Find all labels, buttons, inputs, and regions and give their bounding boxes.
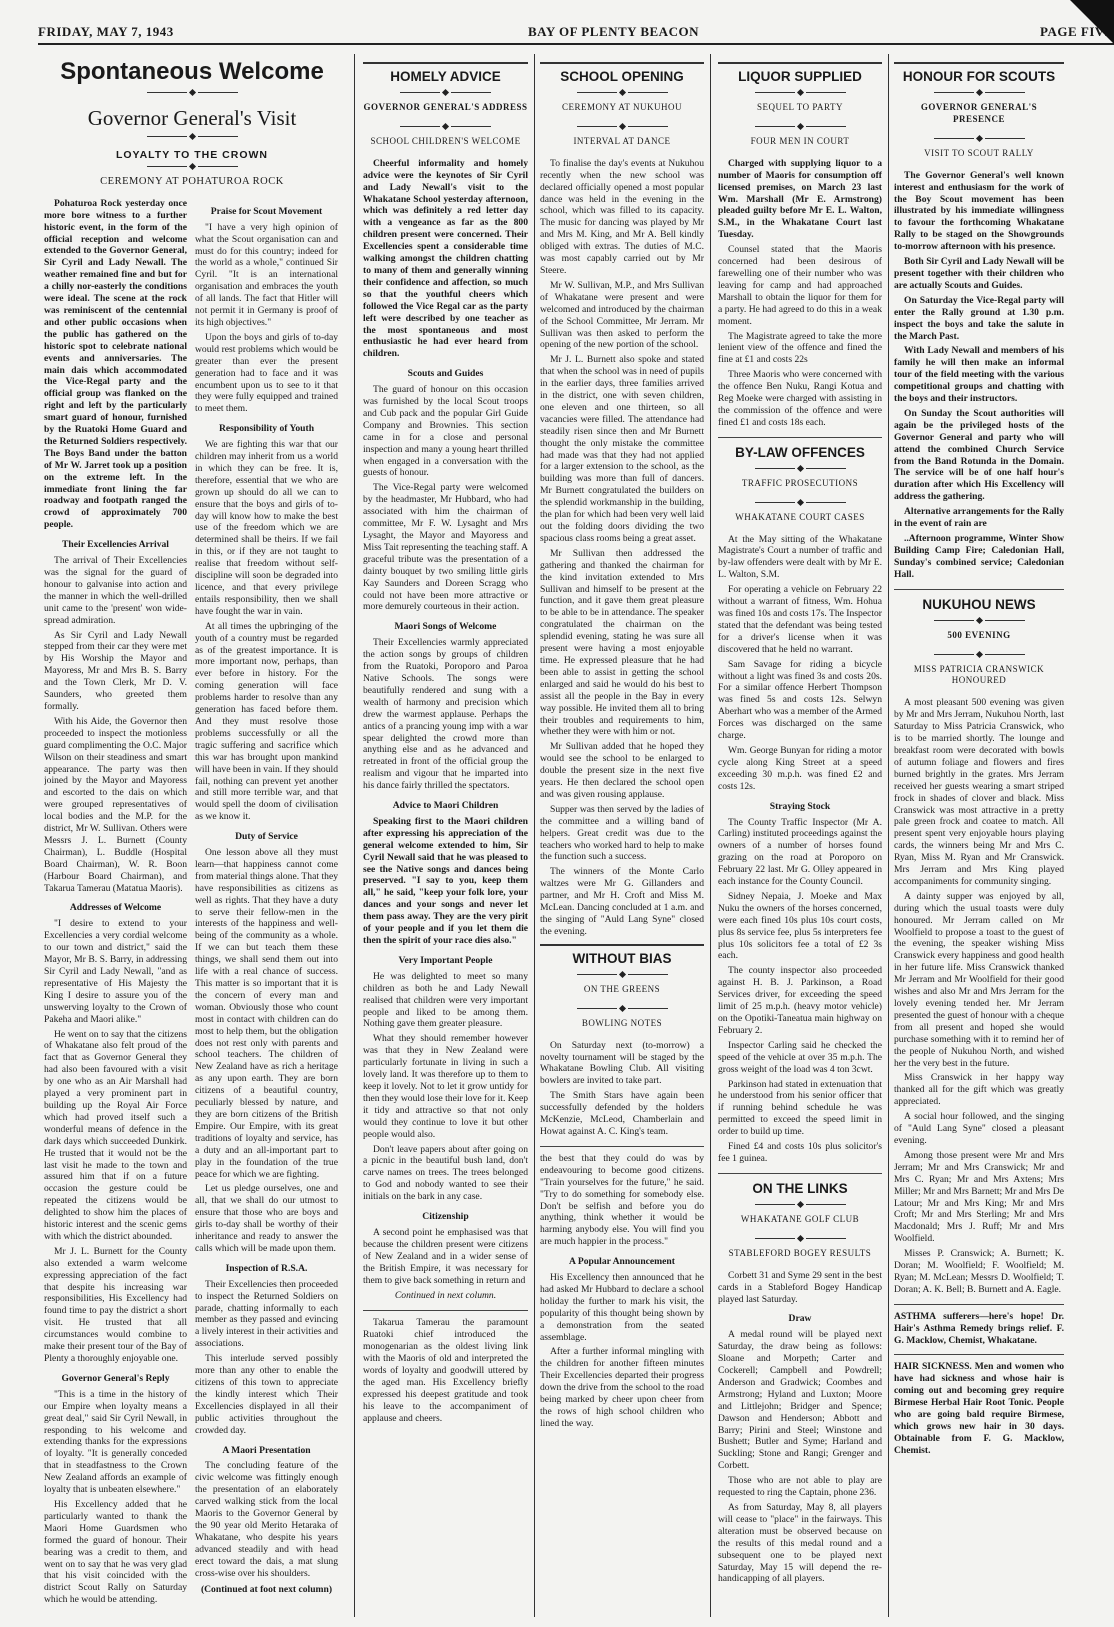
headline: HONOUR FOR SCOUTS [902, 69, 1056, 84]
subcolumn-left [44, 198, 187, 1609]
paragraph: The Vice-Regal party were welcomed by the headmaster, Mr Hubbard, who had associated with him the chairman of committee, Mr F. W. Lysaght and Mrs Lysaght, the Mayor and Mayoress and Miss Tait representing the teaching staff. A graceful tribute was the presentation of a dainty bouquet by two smiling little girls Kay Saunders and Doreen Scragg who could not have been more attractive or more demurely courteous in their action. [363, 482, 528, 613]
paragraph: After a further informal mingling with the children for another fifteen minutes Their Excellencies departed their progress down the drive from the school to the road being marked by cheer upon cheer from the rows of high school children who lined the way. [540, 1346, 704, 1429]
paragraph: Fined £4 and costs 10s plus solicitor's fee 1 guinea. [718, 1141, 882, 1164]
subheading: Responsibility of Youth [218, 423, 315, 435]
headline: BY-LAW OFFENCES [735, 444, 865, 460]
article-homely-advice [363, 56, 528, 1620]
subheading: A Popular Announcement [569, 1256, 675, 1268]
paragraph: At all times the upbringing of the youth of a country must be regarded as of the greatest importance. It is more important now, perhaps, than ever before in history. For the coming generation will face problems harder to resolve than any generation has faced before them. And they must resolve those problems successfully or all the tragic suffering and sacrifice which this war has brought upon mankind will have been in vain. If they should fail, nothing can prevent yet another and still more terrible war, and that would spell the doom of civilisation as we know it. [195, 620, 338, 823]
deck: STABLEFORD BOGEY RESULTS [728, 1247, 872, 1258]
article-honour-for-scouts [894, 56, 1064, 1620]
ornament-divider [540, 972, 704, 978]
paragraph: Misses P. Cranswick; A. Burnett; K. Doran; M. Woolfield; F. Woolfield; M. Ryan; M. McLean; Messrs D. Woolfield; T. Doran; A. K. Bell; B. Burnett and A. Eagle. [894, 1248, 1064, 1295]
paragraph: His Excellency then announced that he had asked Mr Hubbard to declare a school holiday the further to mark his visit, the popularity of this thought being shown by a demonstration from the seated assemblage. [540, 1272, 704, 1343]
lead-paragraph: Charged with supplying liquor to a number of Maoris for consumption off licensed premises, on March 23 last Wm. Marshall (Mr E. Armstrong) pleaded guilty before Mr E. L. Walton, S.M., in the Whakatane Court last Tuesday. [718, 157, 882, 241]
subheading: Duty of Service [235, 831, 298, 843]
ornament-divider [44, 164, 340, 170]
article-school-opening [540, 56, 704, 1620]
divider [718, 437, 882, 438]
subheading: Inspection of R.S.A. [225, 1262, 308, 1274]
paragraph: Speaking first to the Maori children after expressing his appreciation of the general welcome extended to him, Sir Cyril Newall said that he was pleased to see the Native songs and dances being preserved. "I say to you, keep them all," he said, "keep your folk lore, your dances and your songs and never let them pass away. They are the very pirit of your people and if you let them die then the spirit of your race dies also." [363, 815, 528, 946]
headline: LIQUOR SUPPLIED [738, 69, 862, 84]
subheading: Addresses of Welcome [69, 902, 162, 914]
deck: MISS PATRICIA CRANSWICK HONOURED [913, 663, 1045, 686]
subheading: Very Important People [398, 954, 493, 966]
deck: VISIT TO SCOUT RALLY [924, 147, 1034, 158]
deck: INTERVAL AT DANCE [573, 135, 671, 146]
paragraph: Mr Sullivan then addressed the gathering and thanked the chairman for the kind invitation extended to Mrs Sullivan and himself to be present at the function, and it gave them great pleasure to be able to be in attendance. The speaker congratulated the chairman on the splendid evening, stating he was sure all present were having a most enjoyable time. He expressed pleasure that he had been able to assist in getting the school enlarged and said he would do his best to assist all the people in the Bay in every way possible. He invited them all to bring their troubles and requirements to him, whether they were with him or not. [540, 547, 704, 738]
paragraph: Let us pledge ourselves, one and all, that we shall do our utmost to ensure that those who are boys and girls to-day shall be worthy of their inheritance and ready to answer the calls which will be made upon them. [195, 1183, 338, 1254]
paragraph: "I have a very high opinion of what the Scout organisation can and must do for this country; indeed for the world as a whole," continued Sir Cyril. "It is an international organisation and embraces the youth of all lands. The fact that Hitler will not permit it in Germany is proof of its high objectives." [195, 221, 338, 328]
paragraph: Inspector Carling said he checked the speed of the vehicle at over 35 m.p.h. The gross weight of the load was 4 ton 3cwt. [718, 1039, 882, 1075]
divider [894, 589, 1064, 590]
headline: SCHOOL OPENING [560, 69, 684, 84]
divider [894, 1304, 1064, 1305]
paragraph: ..Afternoon programme, Winter Show Building Camp Fire; Caledonian Hall, Sunday's combined service; Caledonian Hall. [894, 533, 1064, 580]
subheading: Advice to Maori Children [392, 800, 499, 812]
paragraph: Alternative arrangements for the Rally in the event of rain are [894, 506, 1064, 530]
paragraph: On Saturday next (to-morrow) a novelty tournament will be staged by the Whakatane Bowling Club. All visiting bowlers are invited to take part. [540, 1039, 704, 1087]
paragraph: Supper was then served by the ladies of the committee and a willing band of helpers. Great credit was due to the teachers who worked hard to help to make the function such a success. [540, 803, 704, 863]
paragraph: A most pleasant 500 evening was given by Mr and Mrs Jerram, Nukuhou North, last Saturday to Miss Patricia Cranswick, who is to be married shortly. The lounge and breakfast room were decorated with bowls of autumn foliage and flowers and fires burned brightly in the grates. Mrs Jerram received her guests wearing a smart striped frock in shades of clover and black. Miss Cranswick was most attractive in a pretty pale green frock and coatee to match. All present spent very enjoyable hours playing cards, the winners being Mr and Mrs C. Ryan, Miss M. Ryan and Mr Cranswick. Mrs Jerram and Mrs King played accompaniments for community singing. [894, 697, 1064, 887]
paragraph: The Smith Stars have again been successfully defended by the holders McKenzie, McLeod, Chamberlain and Howat against A. C. King's team. [540, 1090, 704, 1137]
subheading: Their Excellencies Arrival [62, 539, 169, 551]
subheading: Scouts and Guides [407, 368, 484, 380]
paragraph: The county inspector also proceeded against H. B. J. Parkinson, a Road Services driver, for exceeding the speed limit of 25 m.p.h. (heavy motor vehicle) on the Opotiki-Taneatua main highway on February 2. [718, 965, 882, 1036]
masthead-paper-name: BAY OF PLENTY BEACON [528, 24, 699, 39]
deck: TRAFFIC PROSECUTIONS [741, 477, 859, 488]
subheading: Praise for Scout Movement [210, 205, 323, 217]
paragraph: Their Excellencies then proceeded to inspect the Returned Soldiers on parade, chatting informally to each member as they passed and evincing a lively interest in their activities and associations. [195, 1278, 338, 1350]
paragraph: The County Traffic Inspector (Mr A. Carling) instituted proceedings against the owners of a number of horses found grazing on the road at Poroporo on February 22 last. Mr G. Olley appeared in each instance for the County Council. [718, 816, 882, 888]
paragraph: Those who are not able to play are requested to ring the Captain, phone 236. [718, 1475, 882, 1499]
ornament-divider [718, 500, 882, 506]
deck: FOUR MEN IN COURT [750, 135, 850, 146]
paragraph: Takarua Tamerau the paramount Ruatoki chief introduced the monogenarian as the oldest living link with the Maoris of old and interpreted the words of loyalty and goodwill uttered by the aged man. His Excellency briefly expressed his deepest gratitude and took his leave to the accompaniment of applause and cheers. [363, 1317, 528, 1424]
deck: WHAKATANE GOLF CLUB [740, 1213, 860, 1224]
paragraph: Sidney Nepaia, J. Moeke and Max Nuku the owners of the horses concerned, were each fined 10s plus 10s court costs, plus 8s service fee, plus 5s interpreters fee plus 10s solicitors fee a total of £2 3s each. [718, 890, 882, 962]
paragraph: Upon the boys and girls of to-day would rest problems which would be greater than ever the present generation had to face and it was encumbent upon us to see to it that they were fully equipped and trained to meet them. [195, 331, 338, 415]
subheading: Draw [788, 1313, 812, 1325]
paragraph: Mr W. Sullivan, M.P., and Mrs Sullivan of Whakatane were present and were welcomed and introduced by the chairman of the School Committee, Mr Jerram. Mr Sullivan was then asked to perform the opening of the new portion of the school. [540, 279, 704, 351]
column-rule [534, 54, 535, 1617]
paragraph: Mr J. L. Burnett for the County also extended a warm welcome expressing appreciation of the fact that despite his increasing war responsibilities, His Excellency had found time to pay the district a short visit. He trusted that all circumstances would combine to make their present tour of the Bay of Plenty a thoroughly enjoyable one. [44, 1245, 187, 1364]
paragraph: A dainty supper was enjoyed by all, during which the usual toasts were duly honoured. Mr Jerram called on Mr Woolfield to propose a toast to the guest of the evening, the speaker wishing Miss Cranswick every happiness and good health in her future life. Miss Cranswick thanked Mr Jerram and Mr Woolfield for their good wishes and also Mr and Mrs Jerram for the lovely evening tended her. Mr Jerram presented the guest of honour with a cheque from all present and hoped she would purchase something with it to remind her of the people of Nukuhou North, and wished her the very best in the future. [894, 890, 1064, 1069]
subheading: Straying Stock [769, 800, 831, 812]
paragraph: Mr Sullivan added that he hoped they would see the school to be enlarged to double the present size in the next five years. He then declared the school open and was given rousing applause. [540, 741, 704, 800]
paragraph: This interlude served possibly more than any other to enable the citizens of this town to appreciate the kindly interest which Their Excellencies displayed in all their public activities throughout the crowded day. [195, 1353, 338, 1436]
paragraph: Three Maoris who were concerned with the offence Ben Nuku, Rangi Kotua and Reg Moeke were charged with assisting in the commission of the offence and were fined £1 and costs 18s each. [718, 369, 882, 428]
paragraph: To finalise the day's events at Nukuhou recently when the new school was declared officially opened a most popular dance was held in the evening in the school, which was filled to its capacity. The music for dancing was played by Mr and Mrs M. King, and Mr A. Bell kindly obliged with extras. The duties of M.C. was most capably carried out by Mr Steere. [540, 157, 704, 276]
paragraph: "This is a time in the history of our Empire when loyalty means a great deal," said Sir Cyril Newall, in responding to his welcome and extending thanks for the expressions of loyalty. "It is generally conceded that in steadfastness to the Crown New Zealand affords an example of loyalty that is unbeaten elsewhere." [44, 1388, 187, 1496]
deck: BOWLING NOTES [581, 1017, 663, 1028]
headline: WITHOUT BIAS [572, 950, 672, 966]
paragraph: On Saturday the Vice-Regal party will enter the Rally ground at 1.30 p.m. inspect the boys and take the salute in the March Past. [894, 294, 1064, 342]
ornament-divider [894, 618, 1064, 624]
advertisement-hair-tonic: HAIR SICKNESS. Men and women who have had sickness and whose hair is coming out and becoming grey require Birmese Herbal Hair Root Tonic. People who are going bald require Birmese, which grows new hair in 30 days. Obtainable from F. G. Macklow, Chemist. [894, 1361, 1064, 1456]
article-liquor-supplied [718, 56, 882, 1620]
paragraph: As Sir Cyril and Lady Newall stepped from their car they were met by His Worship the Mayor and Mayoress, Mr and Mrs B. S. Barry and the Town Clerk, Mr D. V. Saunders, who greeted them formally. [44, 629, 187, 712]
paragraph: Parkinson had stated in extenuation that he understood from his senior officer that if running behind schedule he was permitted to exceed the speed limit in order to build up time. [718, 1078, 882, 1138]
continuation-note: (Continued at foot next column) [200, 1583, 333, 1595]
ornament-divider [718, 124, 882, 130]
subheading: Citizenship [422, 1211, 469, 1223]
paragraph: Miss Cranswick in her happy way thanked all for the gift which was greatly appreciated. [894, 1072, 1064, 1108]
paragraph: He went on to say that the citizens of Whakatane also felt proud of the fact that as Governor General they had also been favoured with a visit by one who as an Air Marshall had played a very prominent part in building up the Royal Air Force which had proved itself such a wonderful means of defence in the dark days which succeeded Dunkirk. He trusted that it would not be the last visit he made to the town and assured him that if on a future occasion the gesture could be repeated the citizens would be delighted to show him the places of historic interest and the scenic gems with which the district abounded. [44, 1028, 187, 1242]
subcolumn-right [195, 198, 338, 1596]
subheading: Governor General's Reply [61, 1372, 170, 1384]
paragraph: One lesson above all they must learn—that happiness cannot come from material things alone. That they have responsibilities as citizens as well as rights. That they have a duty to serve their fellow-men in the interests of the happiness and well-being of the community as a whole. If we can but teach them these things, we shall send them out into life with a real chance of success. This matter is so important that it is the concern of every man and woman. Obviously those who count most in contact with children can do most to help them, but the obligation does not rest only with parents and school teachers. The children of New Zealand have as rich a heritage as any upon earth. They are born citizens of a beautiful country, peculiarly blessed by nature, and they are born citizens of the British Empire. Our Empire, with its great traditions of loyalty and service, has a duty and an all-important part to play in the foundation of the true peace for which we are fighting. [195, 847, 338, 1180]
paragraph: The Magistrate agreed to take the more lenient view of the offence and fined the fine at £1 and costs 22s [718, 330, 882, 366]
paragraph: For operating a vehicle on February 22 without a warrant of fitness, Wm. Hohua was fined 10s and costs 17s. The Inspector stated that the defendant was being tested for a driver's license when it was discovered that he held no warrant. [718, 584, 882, 655]
paragraph: On Sunday the Scout authorities will again be the privileged hosts of the Governor General and party who will attend the combined Church Service from the Band Rotunda in the Domain. The service will be of one half hour's duration after which His Excellency will address the gathering. [894, 407, 1064, 503]
subheading: A Maori Presentation [222, 1444, 311, 1456]
paragraph: We are fighting this war that our children may inherit from us a world in which they can be free. It is, therefore, essential that we who are grown up should do all we can to ensure that the boys and girls of to-day will know how to make the best use of the freedom which we are determined shall be theirs. If we fail in this, or if they are not taught to realise that freedom without self-discipline will soon be degraded into licence, and that every privilege entails responsibility, then we shall have fought the war in vain. [195, 439, 338, 617]
paragraph: With his Aide, the Governor then proceeded to inspect the motionless guard complimenting the O.C. Major Wilson on their steadiness and smart appearance. The party was then joined by the Mayor and Mayoress and escorted to the dais on which were grouped representatives of local bodies and the M.P. for the district, Mr W. Sullivan. Others were Messrs J. L. Burnett (County Chairman), L. Buddle (Hospital Board Chairman), W. R. Boon (Harbour Board Chairman), and Takarua Tamerau (Matatua Maoris). [44, 715, 187, 894]
deck: GOVERNOR GENERAL'S PRESENCE [920, 102, 1038, 124]
lead-paragraph: Pohaturoa Rock yesterday once more bore witness to a further historic event, in the form of the official reception and welcome extended to the Governor General, Sir Cyril and Lady Newall. The weather remained fine and but for a chilly nor-easterly the conditions were ideal. The scene at the rock was reminiscent of the centennial and other public occasions when the public has gathered on the historic spot to celebrate national events and anniversaries. The main dais which accommodated the Vice-Regal party and the official group was flanked on the right and left by the particularly smart guard of honour, furnished by the Ruatoki Home Guard and the Returned Soldiers respectively. The Boys Band under the batton of Mr W. Jarret took up a position on the extreme left. In the immediate front lining the far roadway and footpath ranged the crowd of approximately 700 people. [44, 197, 187, 531]
headline: Spontaneous Welcome [60, 58, 324, 85]
ornament-divider [44, 134, 340, 140]
masthead-date: FRIDAY, MAY 7, 1943 [38, 24, 174, 39]
ornament-divider [540, 1006, 704, 1012]
paragraph: A second point he emphasised was that because the children present were citizens of New Zealand and in a wider sense of the British Empire, it was necessary for them to give back something in return and [363, 1226, 528, 1286]
paragraph: As from Saturday, May 8, all players will cease to "place" in the fairways. This alteration must be observed because on the results of this medal round and a subsequent one to be played next Saturday, May 15 will depend the re-handicapping of all players. [718, 1502, 882, 1585]
divider [894, 1354, 1064, 1355]
masthead-rule [38, 43, 1114, 45]
deck: SEQUEL TO PARTY [757, 102, 843, 112]
paragraph: At the May sitting of the Whakatane Magistrate's Court a number of traffic and by-law offenders were dealt with by Mr E. L. Walton, S.M. [718, 533, 882, 581]
ornament-divider [540, 124, 704, 130]
lead-paragraph: Cheerful informality and homely advice were the keynotes of Sir Cyril and Lady Newall's visit to the Whakatane School yesterday afternoon, which was definitely a red letter day with a vengeance as far as the 800 children present were concerned. Their Excellencies spent a considerable time walking amongst the children chatting to many of them and generally winning their confidence and affection, so much so that the youthful cheers which followed the Vice Regal car as the party left were described by one teacher as the most spontaneous and most enthusiastic he had ever heard from children. [363, 157, 528, 360]
paragraph: Sam Savage for riding a bicycle without a light was fined 3s and costs 20s. For a similar offence Herbert Thompson was fined 5s and costs 12s. Selwyn Aberhart who was a member of the Armed Forces was discharged on the same charge. [718, 658, 882, 742]
ornament-divider [894, 136, 1064, 142]
paragraph: His Excellency added that he particularly wanted to thank the Maori Home Guardsmen who formed the guard of honour. Their bearing was a credit to them, and went on to say that he was very glad that his visit coincided with the district Scout Rally on Saturday which he would be attending. [44, 1498, 187, 1606]
subheadline: Governor General's Visit [87, 106, 297, 130]
column-rule [354, 54, 355, 1617]
deck: ON THE GREENS [583, 983, 661, 994]
deck: CEREMONY AT NUKUHOU [561, 102, 682, 112]
paragraph: A medal round will be played next Saturday, the draw being as follows: Sloane and Morpeth; Carter and Cockerell; Campbell and Powdrell; Anderson and Gradwick; Coombes and Armstrong; Hyland and Luxton; Moore and Littlejohn; Bridger and Spence; Dawson and Henderson; Abbott and Barry; Pirini and Steel; Winstone and Bushett; Butler and Syme; Harland and Suckling; Stone and Rangi; Grenger and Corbett. [718, 1329, 882, 1472]
paragraph: The arrival of Their Excellencies was the signal for the guard of honour to galvanise into action and the manner in which the well-drilled unit came to the 'present' won wide-spread admiration. [44, 555, 187, 626]
paragraph: Their Excellencies warmly appreciated the action songs by groups of children from the Ruatoki, Poroporo and Paroa Native Schools. The songs were beautifully rendered and sung with a wealth of harmony and precision which drew the warmest applause. Perhaps the antics of a prancing young imp with a war spear delighted the crowd more than anything else and as he advanced and retreated in front of the official group the realism and vigour that he imparted into his dance fairly thrilled the spectators. [363, 637, 528, 792]
paragraph: The guard of honour on this occasion was furnished by the local Scout troops and Cub pack and the popular Girl Guide Company and Brownies. This section came in for a close and personal inspection and many a young heart thrilled when engaged in a conversation with the guests of honour. [363, 384, 528, 479]
paragraph: Don't leave papers about after going on a picnic in the beautiful bush land, don't carve names on trees. The trees belonged to God and nobody wanted to see their initials on the bark in any case. [363, 1143, 528, 1203]
divider [540, 1146, 704, 1147]
headline: HOMELY ADVICE [390, 69, 501, 84]
ornament-divider [718, 1202, 882, 1208]
deck: SCHOOL CHILDREN'S WELCOME [370, 135, 521, 146]
paragraph: Wm. George Bunyan for riding a motor cycle along King Street at a speed exceeding 30 m.p.h. was fined £2 and costs 12s. [718, 744, 882, 792]
paragraph: The concluding feature of the civic welcome was fittingly enough the presentation of an elaborately carved walking stick from the local Maoris to the Governor General by the 90 year old Merito Hetaraka of Whakatane, who despite his years advanced steadily and with head erect toward the dais, a mat slung cross-wise over his shoulders. [195, 1460, 338, 1579]
deck: 500 EVENING [947, 629, 1011, 640]
paragraph: "I desire to extend to your Excellencies a very cordial welcome to our town and district," said the Mayor, Mr B. S. Barry, in addressing Sir Cyril and Lady Newall, "and as representative of His Majesty the King I desire to assure you of the unswerving loyalty to the Crown of Pakeha and Maori alike." [44, 918, 187, 1025]
deck: LOYALTY TO THE CROWN [115, 149, 269, 161]
torn-corner [1070, 0, 1114, 44]
ornament-divider [894, 652, 1064, 658]
paragraph: Mr J. L. Burnett also spoke and stated that when the school was in need of pupils in the earlier days, three families arrived in the district, one with seven children, one eleven and one thirteen, so all vacancies were filled. The attendance had steadily risen since then and Mr Burnett thought the only mistake the committee had made was that they had not applied for a larger extension to the school, as the building was more than full of dancers. Mr Burnett congratulated the builders on the splendid workmanship in the building, the plan for which had been very well laid out the folding doors dividing the two spacious class rooms being a great asset. [540, 354, 704, 544]
masthead-page-number: PAGE FIVE [1040, 24, 1114, 39]
ornament-divider [363, 90, 528, 96]
paragraph: A social hour followed, and the singing of "Auld Lang Syne" closed a pleasant evening. [894, 1111, 1064, 1146]
deck: WHAKATANE COURT CASES [735, 511, 865, 522]
paragraph: Both Sir Cyril and Lady Newall will be present together with their children who are actually Scouts and Guides. [894, 256, 1064, 291]
masthead [38, 22, 1114, 52]
paragraph: What they should remember however was that they in New Zealand were particularly fortunate in living in such a lovely land. It was therefore up to them to keep it lovely. Not to let it grow untidy for then they would lose their love for it. Keep it tidy and attractive so that not only would they continue to love it but other people would also. [363, 1033, 528, 1140]
ornament-divider [363, 124, 528, 130]
paragraph: With Lady Newall and members of his family he will then make an informal tour of the field meeting with the various competitional groups and chatting with the boys and their instructors. [894, 345, 1064, 405]
paragraph: Among those present were Mr and Mrs Jerram; Mr and Mrs Cranswick; Mr and Mrs C. Ryan; Mr and Mrs Axtens; Mrs Miller; Mr and Mrs Barnett; Mr and Mrs De Latour; Mr and Mrs King; Mr and Mrs Croft; Mr and Mrs Sterling; Mr and Mrs Macdonald; Mrs J. Ruff; Mr and Mrs Woolfield. [894, 1149, 1064, 1245]
paragraph: the best that they could do was by endeavouring to become good citizens. "Train yourselves for the future," he said. "Try to do something for somebody else. Don't be selfish and before you do anything, think whether it would be harming anybody else. You will find you are much happier in the process." [540, 1152, 704, 1248]
advertisement-asthma: ASTHMA sufferers—here's hope! Dr. Hair's Asthma Remedy brings relief. F. G. Macklow, Chemist, Whakatane. [894, 1310, 1064, 1346]
paragraph: He was delighted to meet so many children as both he and Lady Newall realised that children were very important people and liked to be among them. Nothing gave them greater pleasure. [363, 970, 528, 1030]
headline: ON THE LINKS [752, 1180, 848, 1196]
column-rule [710, 54, 711, 1617]
divider [363, 1310, 528, 1311]
headline: NUKUHOU NEWS [922, 596, 1036, 612]
paragraph: Counsel stated that the Maoris concerned had been desirous of farewelling one of their number who was leaving for camp and had approached Marshall to obtain the liquor for them for a party. He had agreed to do this in a weak moment. [718, 244, 882, 327]
paragraph: The Governor General's well known interest and enthusiasm for the work of the Boy Scout movement has been illustrated by his immediate willingness to favour the forthcoming Whakatane Rally to be staged on the Showgrounds to-morrow afternoon with his presence. [894, 169, 1064, 253]
ornament-divider [44, 90, 340, 96]
paragraph: The winners of the Monte Carlo waltzes were Mr G. Gillanders and partner, and Mr H. Croft and Miss M. McLean. Dancing concluded at 1 a.m. and the singing of "Auld Lang Syne" closed the evening. [540, 866, 704, 937]
subheading: Maori Songs of Welcome [394, 621, 497, 633]
paragraph: Corbett 31 and Syme 29 sent in the best cards in a Stableford Bogey Handicap played last Saturday. [718, 1269, 882, 1305]
ornament-divider [718, 90, 882, 96]
deck: CEREMONY AT POHATUROA ROCK [100, 175, 284, 187]
ornament-divider [540, 90, 704, 96]
article-spontaneous-welcome [44, 54, 340, 1620]
ornament-divider [718, 1236, 882, 1242]
ornament-divider [894, 90, 1064, 96]
divider [718, 1173, 882, 1174]
deck: GOVERNOR GENERAL'S ADDRESS [363, 102, 528, 112]
column-rule [888, 54, 889, 1617]
continuation-note: Continued in next column. [394, 1290, 497, 1302]
ornament-divider [718, 466, 882, 472]
